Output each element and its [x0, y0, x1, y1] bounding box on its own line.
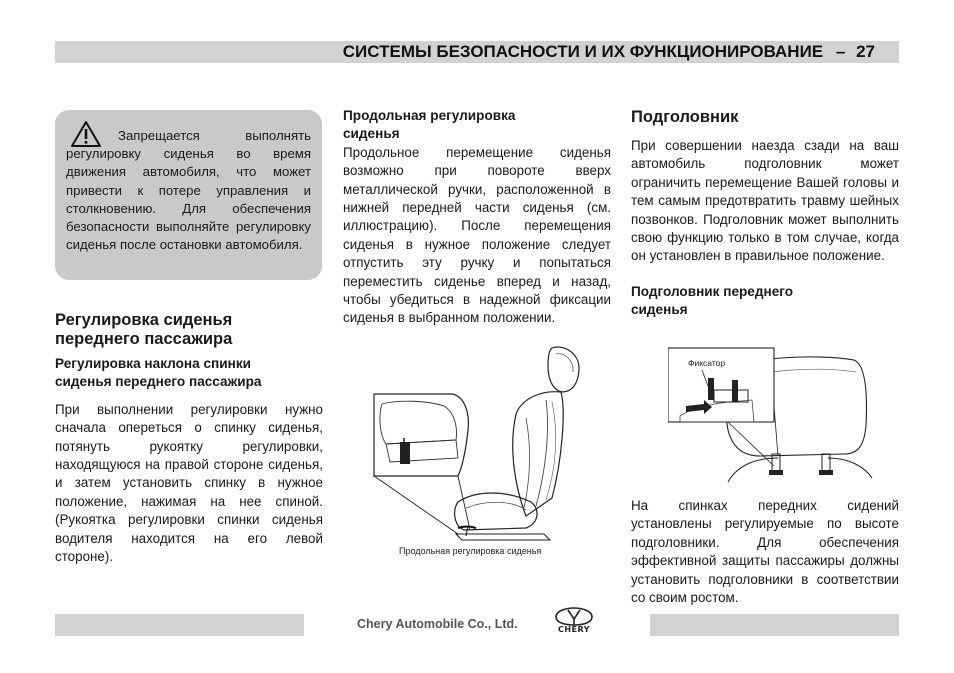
right-column	[631, 108, 899, 320]
footer-bar-left	[55, 614, 304, 636]
headrest-adjust-block	[631, 497, 899, 607]
page-title	[343, 41, 875, 63]
seat-adjustment-illustration	[366, 340, 588, 545]
subheading-line: Регулировка наклона спинки	[55, 356, 251, 371]
heading-headrest: Подголовник	[631, 108, 739, 126]
longitudinal-instructions: Продольное перемещение сиденья возможно при повороте вверх металлической ручки, расположенной в нижней передней части сиденья (см. иллюстрацию). После перемещения сиденья в нужное положение следует отпустить эту ручку и попытаться переместить сиденье вперед и назад, чтобы убедиться в надежной фиксации сиденья в выбранном положении.	[343, 144, 611, 326]
subheading-line: сиденья	[631, 302, 688, 318]
title-dash: –	[835, 42, 846, 61]
chery-logo-icon	[548, 607, 600, 637]
footer-company: Chery Automobile Co., Ltd.	[357, 617, 518, 631]
backrest-instructions: При выполнении регулировки нужно сначала опереться о спинку сиденья, потянуть рукоятку регулировки, находящуюся на правой стороне сиденья, и затем установить спинку в нужное положение, нажимая на нее спиной. (Рукоятка регулировки спинки сиденья водителя находится на его левой стороне).	[55, 401, 323, 565]
seat-figure-caption: Продольная регулировка сиденья	[399, 546, 542, 556]
headrest-adjust-text: На спинках передних сидений установлены регулируемые по высоте подголовники. Для обеспечения эффективной защиты пассажиры должны установить подголовники в соответствии со своим ростом.	[631, 498, 899, 606]
subheading-line: Подголовник переднего	[631, 283, 794, 299]
heading-line: сиденья	[343, 126, 400, 142]
logo-wordmark: CHERY	[557, 625, 591, 634]
warning-text: Запрещается выполнять регулировку сиденья во время движения автомобиля, что может привести к потере управления и столкновению. Для обеспечения безопасности выполняйте регулировку сиденья после остановки автомобиля.	[66, 128, 311, 253]
subheading-backrest-tilt	[55, 355, 323, 392]
left-column	[55, 311, 323, 566]
warning-box	[55, 110, 322, 280]
heading-line: переднего пассажира	[55, 330, 233, 348]
section-title: СИСТЕМЫ БЕЗОПАСНОСТИ И ИХ ФУНКЦИОНИРОВАНИЕ	[342, 42, 824, 61]
heading-line: Продольная регулировка	[343, 108, 516, 123]
heading-line: Регулировка сиденья	[55, 311, 233, 329]
chery-emblem-icon	[548, 607, 600, 627]
page-number: 27	[856, 42, 875, 61]
heading-front-seat-headrest	[631, 283, 899, 320]
middle-column	[343, 107, 611, 328]
headrest-illustration	[668, 346, 873, 484]
page-header-bar	[55, 41, 899, 63]
latch-label: Фиксатор	[688, 358, 726, 368]
headrest-description: При совершении наезда сзади на ваш автомобиль подголовник может ограничить перемещение Вашей головы и тем самым предотвратить травму шейных позвонков. Подголовник может выполнить свою функцию только в том случае, когда он установлен в правильное положение.	[631, 138, 899, 264]
subheading-line: сиденья переднего пассажира	[55, 374, 262, 390]
heading-passenger-seat	[55, 311, 323, 349]
heading-longitudinal-adjustment	[343, 107, 611, 144]
footer-bar-right	[650, 614, 899, 636]
